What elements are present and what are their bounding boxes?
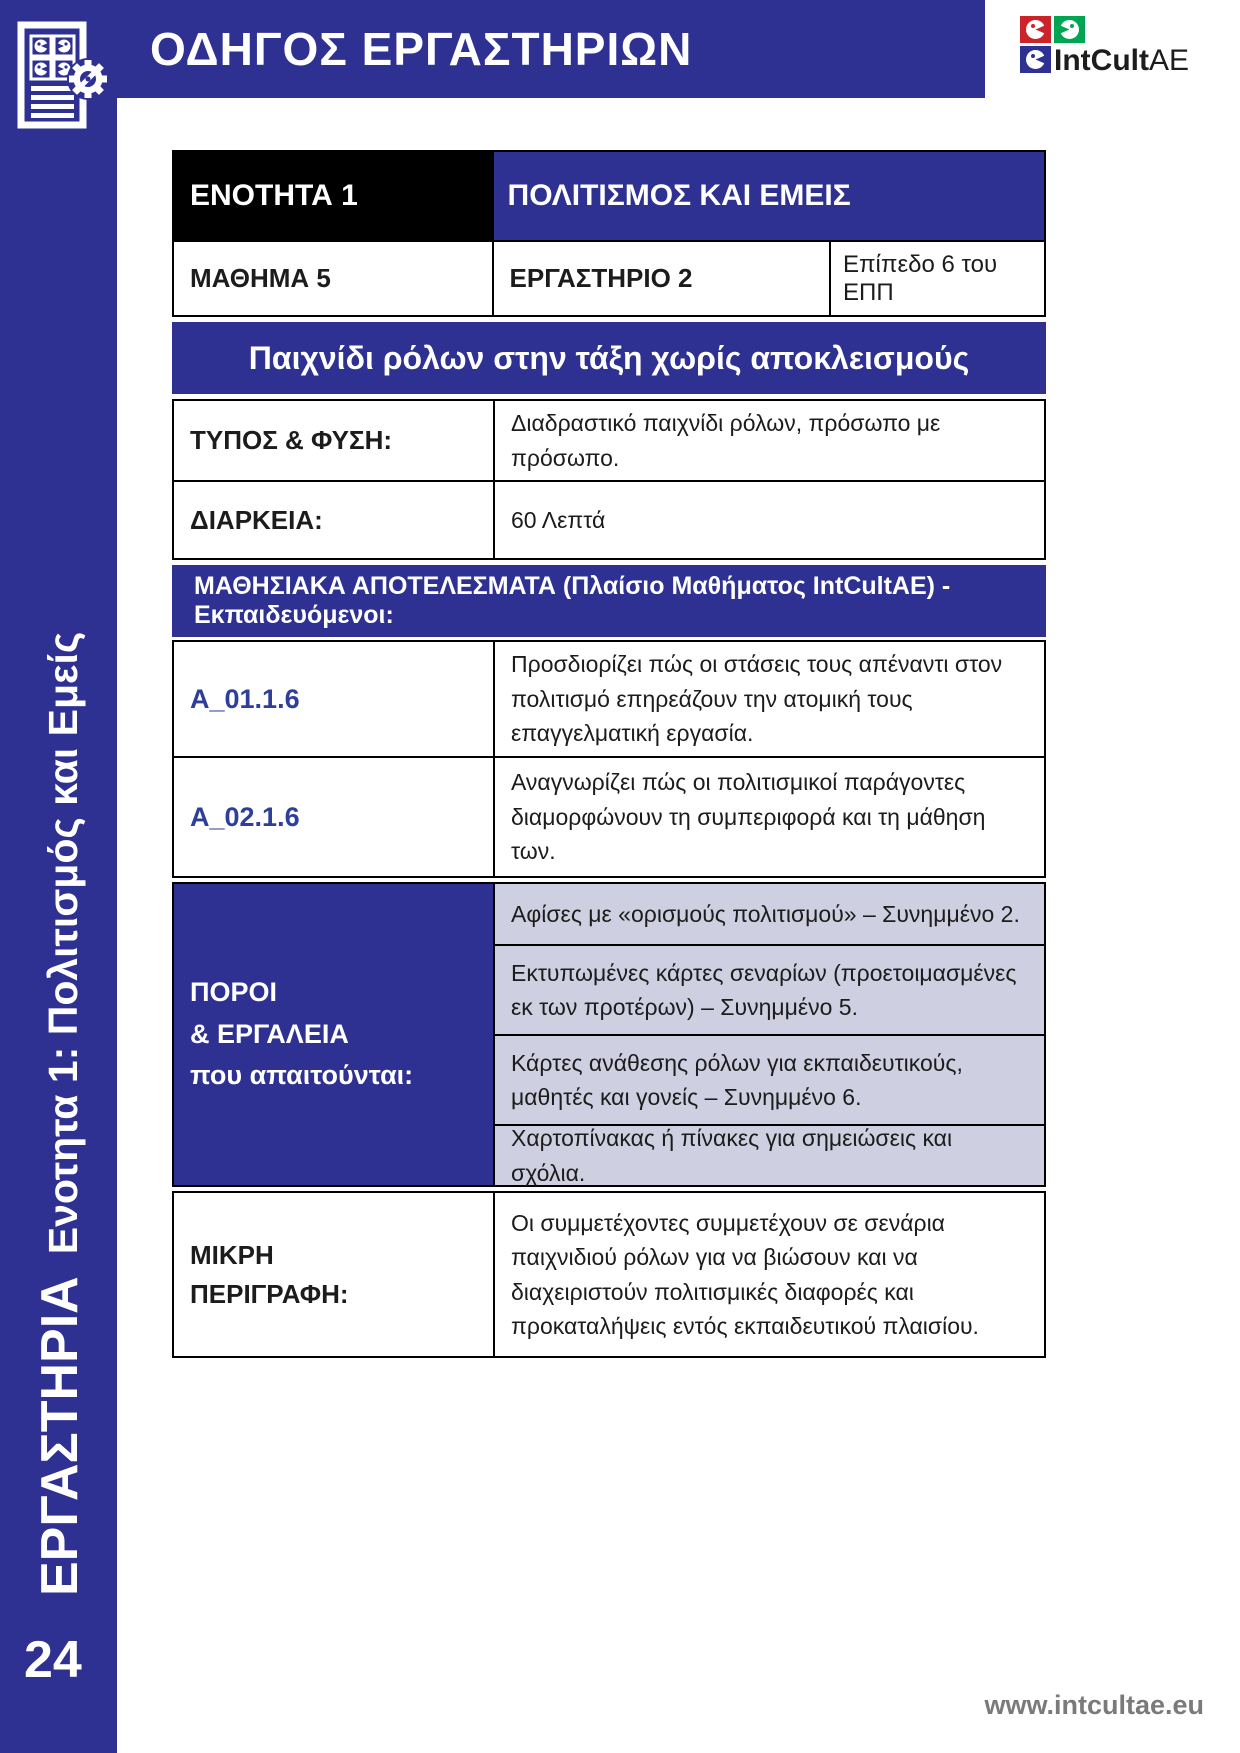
description-block [172,1191,1046,1358]
outcome-row [174,642,1044,756]
lab-label: ΕΡΓΑΣΤΗΡΙΟ 2 [494,240,831,315]
unit-label: ΕΝΟΤΗΤΑ 1 [174,152,494,240]
activity-title-banner: Παιχνίδι ρόλων στην τάξη χωρίς αποκλεισμούς [172,322,1046,394]
resource-item: Χαρτοπίνακας ή πίνακες για σημειώσεις και σχόλια. [495,1124,1044,1185]
unit-title: ΠΟΛΙΤΙΣΜΟΣ ΚΑΙ ΕΜΕΙΣ [494,152,1044,240]
page-number: 24 [24,1631,82,1689]
gear-icon [67,58,108,100]
level-label: Επίπεδο 6 του ΕΠΠ [831,240,1044,315]
sidebar-label-primary: ΕΡΓΑΣΤΗΡΙΑ [31,1276,89,1596]
duration-label: ΔΙΑΡΚΕΙΑ: [174,482,495,558]
lesson-label: ΜΑΘΗΜΑ 5 [174,240,494,315]
intcultae-logo [1020,16,1198,91]
resources-label-line: που απαιτούνται: [190,1060,414,1091]
outcome-text: Προσδιορίζει πώς οι στάσεις τους απέναντι στον πολιτισμό επηρεάζουν την ατομική τους επαγγελματική εργασία. [511,651,1003,747]
page-title: ΟΔΗΓΟΣ ΕΡΓΑΣΤΗΡΙΩΝ [150,23,693,75]
description-text: Οι συμμετέχοντες συμμετέχουν σε σενάρια παιχνιδιού ρόλων για να βιώσουν και να διαχειριστούν πολιτισμικές διαφορές και προκαταλήψεις εντός εκπαιδευτικού πλαισίου. [511,1209,979,1339]
sidebar-label-secondary: Ενοτητα 1: Πολιτισμός και Εμείς [40,631,86,1255]
sidebar-section-label [30,632,90,1596]
unit-header-block [172,150,1046,317]
description-label-line: ΜΙΚΡΗ [190,1239,274,1270]
website-link[interactable]: www.intcultae.eu [984,1690,1204,1720]
resources-label [174,884,495,1185]
type-label: ΤΥΠΟΣ & ΦΥΣΗ: [174,401,495,480]
description-label [174,1193,495,1356]
resource-item: Εκτυπωμένες κάρτες σεναρίων (προετοιμασμένες εκ των προτέρων) – Συνημμένο 5. [495,944,1044,1034]
type-duration-block [172,399,1046,560]
outcome-code: A_02.1.6 [174,758,495,876]
brand-text-bold: IntCult [1054,44,1149,77]
brand-text-light: AE [1148,44,1189,77]
outcome-row [174,756,1044,876]
type-value: Διαδραστικό παιχνίδι ρόλων, πρόσωπο με πρόσωπο. [511,410,941,471]
workshop-guide-logo-icon [16,20,108,137]
learning-outcomes-banner: ΜΑΘΗΣΙΑΚΑ ΑΠΟΤΕΛΕΣΜΑΤΑ (Πλαίσιο Μαθήματος IntCultAE) - Εκπαιδευόμενοι: [172,565,1046,637]
resources-label-line: ΠΟΡΟΙ [190,976,278,1007]
resources-block [172,882,1046,1187]
resources-label-line: & ΕΡΓΑΛΕΙΑ [190,1018,349,1049]
outcomes-block [172,640,1046,878]
description-label-line: ΠΕΡΙΓΡΑΦΗ: [190,1278,349,1309]
resource-item: Κάρτες ανάθεσης ρόλων για εκπαιδευτικούς, μαθητές και γονείς – Συνημμένο 6. [495,1034,1044,1124]
svg-text:IntCultAE [1054,44,1189,77]
outcome-code: A_01.1.6 [174,642,495,756]
duration-value: 60 Λεπτά [511,506,606,533]
resource-item: Αφίσες με «ορισμούς πολιτισμού» – Συνημμένο 2. [495,884,1044,944]
lab-info-table [172,150,1046,1358]
outcome-text: Αναγνωρίζει πώς οι πολιτισμικοί παράγοντες διαμορφώνουν τη συμπεριφορά και τη μάθηση των. [511,769,986,865]
